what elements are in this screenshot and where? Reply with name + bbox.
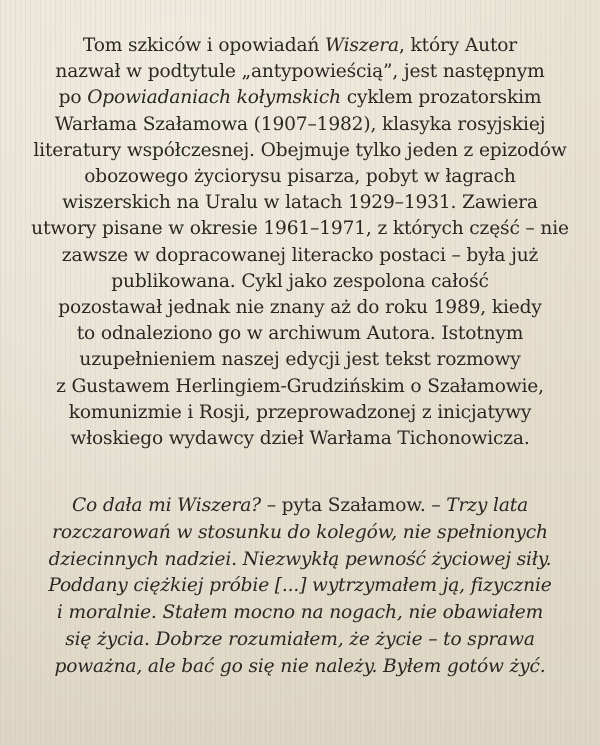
text-segment: – pyta Szałamow. – <box>260 495 447 516</box>
text-line <box>30 138 570 164</box>
text-segment: po <box>58 87 88 109</box>
italic-text-segment: Trzy lata <box>446 495 529 516</box>
text-segment: włoskiego wydawcy dzieł Warłama Tichonowicza. <box>70 428 530 450</box>
text-line <box>30 573 570 600</box>
text-line <box>30 426 570 452</box>
text-line <box>30 85 570 111</box>
text-line <box>30 112 570 138</box>
text-line <box>30 321 570 347</box>
text-line <box>30 33 570 59</box>
italic-text-segment: i moralnie. Stałem mocno na nogach, nie obawiałem <box>56 602 544 624</box>
text-segment: wiszerskich na Uralu w latach 1929–1931. Zawiera <box>62 192 538 214</box>
text-line <box>30 295 570 321</box>
text-segment: pozostawał jednak nie znany aż do roku 1989, kiedy <box>58 297 542 319</box>
text-line <box>30 627 570 654</box>
text-segment: cyklem prozatorskim <box>340 87 542 109</box>
text-segment: utwory pisane w okresie 1961–1971, z których część – nie <box>31 218 569 240</box>
text-segment: to odnaleziono go w archiwum Autora. Istotnym <box>76 323 524 345</box>
italic-text-segment: rozczarowań w stosunku do kolegów, nie spełnionych <box>52 521 548 543</box>
text-segment: nazwał w podtytule „antypowieścią”, jest następnym <box>55 61 545 83</box>
text-line <box>30 547 570 574</box>
text-line <box>30 493 570 520</box>
text-line <box>30 164 570 190</box>
italic-text-segment: dziecinnych nadziei. Niezwykłą pewność życiowej siły. <box>48 548 552 570</box>
text-segment: publikowana. Cykl jako zespolona całość <box>111 270 489 292</box>
text-line <box>30 654 570 681</box>
italic-text-segment: Poddany ciężkiej próbie [...] wytrzymałem ją, fizycznie <box>48 575 552 597</box>
italic-text-segment: się życia. Dobrze rozumiałem, że życie – to sprawa <box>65 628 535 650</box>
quote-paragraph <box>30 493 570 681</box>
italic-text-segment: Opowiadaniach kołymskich <box>87 87 341 109</box>
text-segment: uzupełnieniem naszej edycji jest tekst rozmowy <box>79 349 521 371</box>
text-segment: literatury współczesnej. Obejmuje tylko jeden z epizodów <box>33 139 567 161</box>
text-line <box>30 243 570 269</box>
text-segment: komunizmie i Rosji, przeprowadzonej z inicjatywy <box>68 401 532 423</box>
text-line <box>30 347 570 373</box>
text-line <box>30 374 570 400</box>
text-segment: obozowego życiorysu pisarza, pobyt w łagrach <box>84 166 516 188</box>
text-segment: z Gustawem Herlingiem-Grudzińskim o Szałamowie, <box>56 375 544 397</box>
text-line <box>30 59 570 85</box>
italic-text-segment: poważna, ale bać go się nie należy. Byłem gotów żyć. <box>54 655 546 677</box>
text-line <box>30 600 570 627</box>
text-segment: , który Autor <box>398 35 518 56</box>
text-segment: Warłama Szałamowa (1907–1982), klasyka rosyjskiej <box>54 113 546 135</box>
text-line <box>30 190 570 216</box>
description-paragraph <box>30 33 570 452</box>
italic-text-segment: Co dała mi Wiszera? <box>71 495 261 516</box>
text-line <box>30 520 570 547</box>
text-line <box>30 400 570 426</box>
text-line <box>30 216 570 242</box>
text-line <box>30 269 570 295</box>
text-segment: Tom szkiców i opowiadań <box>82 35 325 56</box>
text-segment: zawsze w dopracowanej literacko postaci – była już <box>61 244 539 266</box>
italic-text-segment: Wiszera <box>324 35 399 56</box>
